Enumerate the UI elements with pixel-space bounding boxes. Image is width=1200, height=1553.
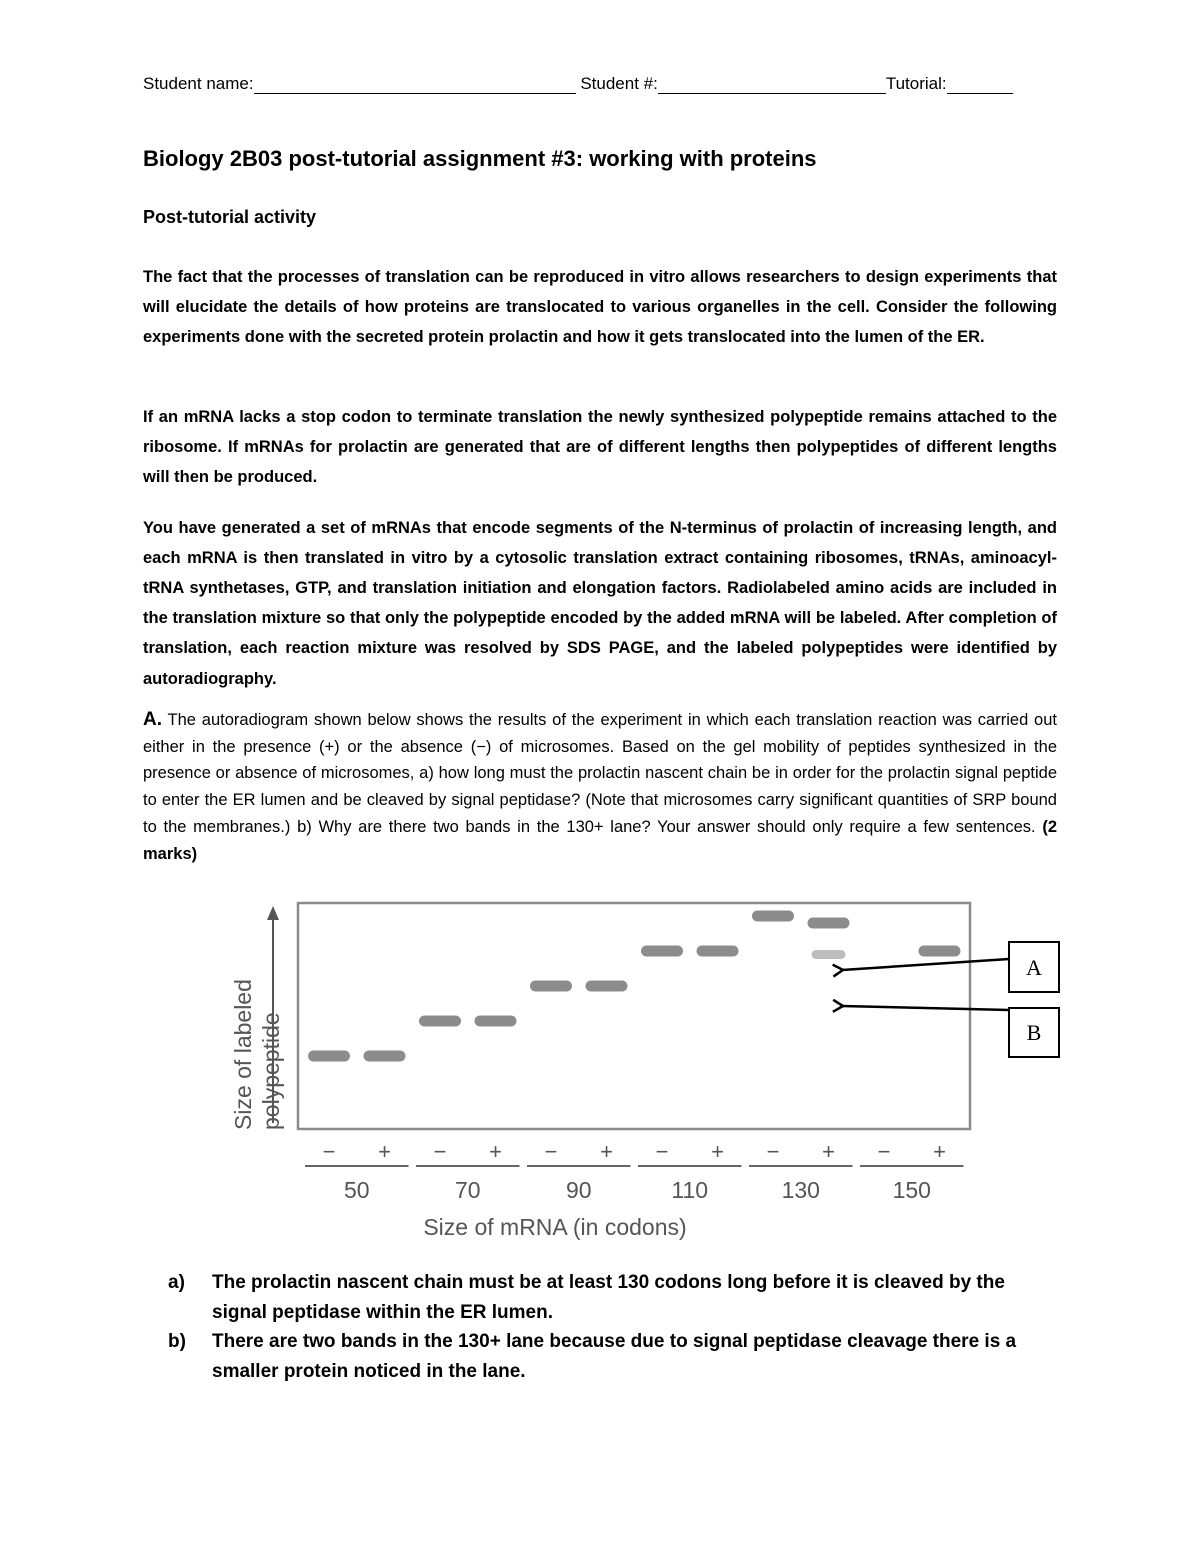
answer-b-marker: b) <box>168 1331 186 1352</box>
lane-sign: + <box>600 1139 613 1164</box>
gel-band <box>530 981 572 992</box>
answer-a-text: The prolactin nascent chain must be at least 130 codons long before it is cleaved by the signal peptidase within the ER lumen. <box>212 1272 1005 1323</box>
question-marks: (2 marks) <box>143 817 1057 863</box>
category-tick-label: 150 <box>892 1177 931 1203</box>
gel-band <box>752 911 794 922</box>
gel-band <box>308 1051 350 1062</box>
lane-sign: + <box>711 1139 724 1164</box>
y-axis-label-line1: Size of labeled <box>230 979 256 1130</box>
student-number-blank <box>658 75 886 94</box>
intro-paragraph-1: The fact that the processes of translation can be reproduced in vitro allows researchers to design experiments that will elucidate the details of how proteins are translocated to various organelles in the cell. Consider the following experiments done with the secreted protein prolactin and how it gets translocated into the lumen of the ER. <box>143 267 1057 346</box>
gel-band <box>586 981 628 992</box>
lane-sign: + <box>489 1139 502 1164</box>
autoradiogram-svg <box>228 898 1080 1248</box>
question-text: The autoradiogram shown below shows the results of the experiment in which each translation reaction was carried out either in the presence (+) or the absence (−) of microsomes. Based on the gel mobility of peptides synthesized in the presence or absence of microsomes, a) how long must the prolactin nascent chain be in order for the prolactin signal peptide to enter the ER lumen and be cleaved by signal peptidase? (Note that microsomes carry significant quantities of SRP bound to the membranes.) b) Why are there two bands in the 130+ lane? Your answer should only require a few sentences. <box>143 711 1057 836</box>
lane-sign: − <box>544 1139 558 1164</box>
callout-label-a: A <box>1026 955 1042 980</box>
category-tick-label: 130 <box>781 1177 820 1203</box>
autoradiogram-figure <box>228 898 1080 1248</box>
lane-sign: − <box>766 1139 780 1164</box>
answer-b <box>168 1327 1058 1386</box>
callout-label-b: B <box>1026 1020 1042 1045</box>
gel-band <box>697 946 739 957</box>
gel-band <box>364 1051 406 1062</box>
question-lead: A. <box>143 709 162 730</box>
category-tick-label: 90 <box>565 1177 592 1203</box>
student-info-header <box>143 74 1058 94</box>
gel-band-faint <box>812 950 846 959</box>
intro-paragraph-3: You have generated a set of mRNAs that encode segments of the N-terminus of prolactin of increasing length, and each mRNA is then translated in vitro by a cytosolic translation extract containing ribosomes, tRNAs, aminoacyl-tRNA synthetases, GTP, and translation initiation and elongation factors. Radiolabeled amino acids are included in the translation mixture so that only the polypeptide encoded by the added mRNA will be labeled. After completion of translation, each reaction mixture was resolved by SDS PAGE, and the labeled polypeptides were identified by autoradiography. <box>143 518 1057 688</box>
student-name-label: Student name: <box>143 74 254 93</box>
student-number-label: Student #: <box>580 74 658 93</box>
lane-sign: + <box>822 1139 835 1164</box>
gel-band <box>919 946 961 957</box>
lane-sign: + <box>933 1139 946 1164</box>
lane-sign: − <box>322 1139 336 1164</box>
gel-band <box>419 1016 461 1027</box>
category-tick-label: 110 <box>671 1177 709 1203</box>
answer-list <box>168 1268 1058 1386</box>
question-a <box>143 707 1057 867</box>
lane-sign: − <box>655 1139 669 1164</box>
gel-band <box>808 918 850 929</box>
gel-frame <box>298 903 970 1129</box>
answer-a-marker: a) <box>168 1272 185 1293</box>
lane-sign: + <box>378 1139 391 1164</box>
answer-a <box>168 1268 1058 1327</box>
section-heading: Post-tutorial activity <box>143 207 317 227</box>
student-name-blank <box>254 75 576 94</box>
tutorial-label: Tutorial: <box>885 74 947 93</box>
answer-b-text: There are two bands in the 130+ lane because due to signal peptidase cleavage there is a smaller protein noticed in the lane. <box>212 1331 1017 1382</box>
page-title: Biology 2B03 post-tutorial assignment #3: working with proteins <box>143 146 817 171</box>
lane-sign: − <box>433 1139 447 1164</box>
lane-sign: − <box>877 1139 891 1164</box>
gel-band <box>475 1016 517 1027</box>
category-tick-label: 70 <box>454 1177 481 1203</box>
category-tick-label: 50 <box>343 1177 370 1203</box>
tutorial-blank <box>947 75 1013 94</box>
y-axis-label-line2: polypeptide <box>258 1012 284 1130</box>
intro-paragraph-2: If an mRNA lacks a stop codon to terminate translation the newly synthesized polypeptide remains attached to the ribosome. If mRNAs for prolactin are generated that are of different lengths then polypeptides of different lengths will then be produced. <box>143 407 1057 486</box>
gel-band <box>641 946 683 957</box>
x-axis-label: Size of mRNA (in codons) <box>423 1214 687 1240</box>
